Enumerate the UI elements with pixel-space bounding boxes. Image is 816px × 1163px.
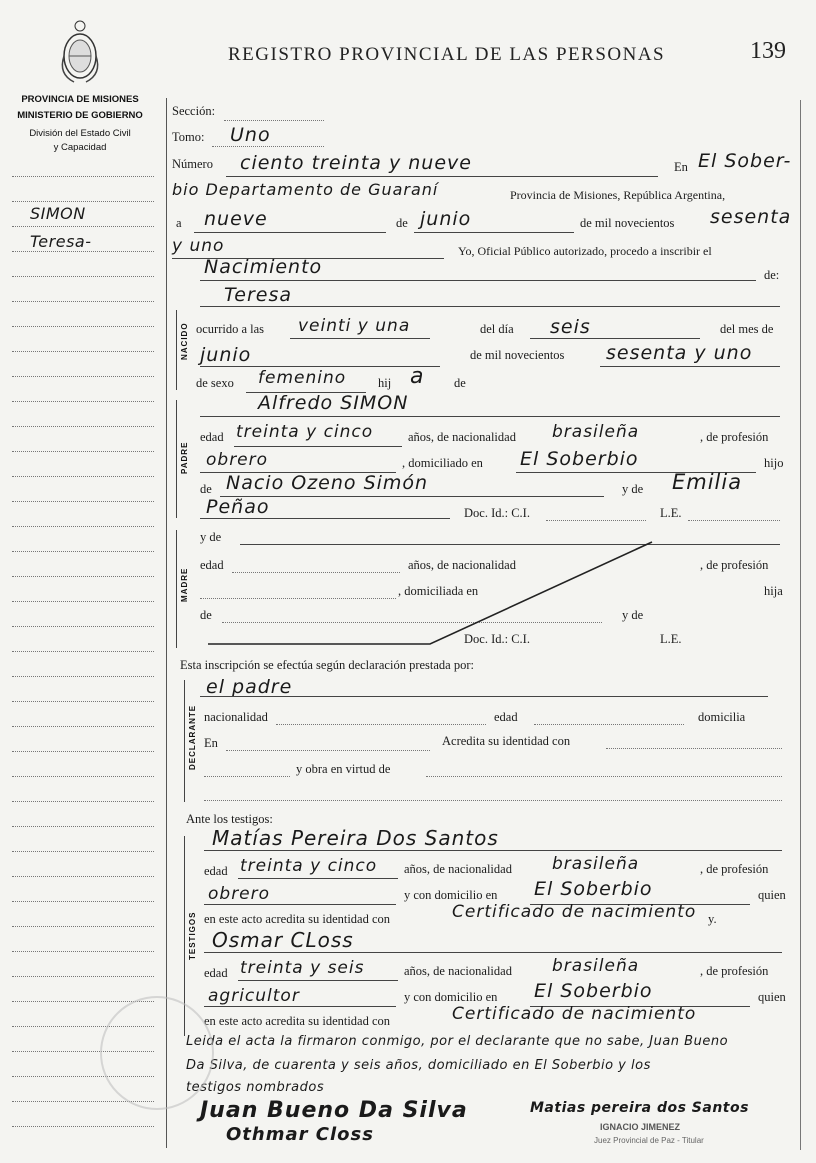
declarante-nac-label: nacionalidad — [204, 710, 268, 724]
margin-rule — [166, 98, 167, 1148]
margin-ruled-line — [12, 926, 154, 927]
padre-madre-2: Peñao — [206, 496, 270, 518]
mes-insc-line — [414, 232, 574, 233]
margin-ruled-line — [12, 876, 154, 877]
testigos-label: TESTIGOS — [188, 911, 197, 960]
declarante-en-label: En — [204, 736, 218, 750]
margin-surname: SIMON — [30, 204, 86, 223]
en-label: En — [674, 160, 688, 174]
declarante-line — [200, 696, 768, 697]
declarante-obra-pre-line — [204, 776, 290, 777]
anio-value: sesenta y uno — [606, 342, 753, 364]
madre-y-de-label: y de — [200, 530, 222, 544]
testigo1-nombre-line — [204, 850, 782, 851]
testigo2-identidad: Certificado de nacimiento — [452, 1004, 697, 1024]
testigo1-domicilio: El Soberbio — [534, 878, 653, 900]
provincia-label: Provincia de Misiones, República Argentina, — [510, 188, 726, 202]
testigo1-y-label: y. — [708, 912, 717, 926]
mes-insc-value: junio — [420, 208, 472, 230]
acto-line — [200, 280, 756, 281]
testigo2-edad: treinta y seis — [240, 958, 365, 978]
registry-title: REGISTRO PROVINCIAL DE LAS PERSONAS — [228, 44, 666, 65]
padre-edad-line — [234, 446, 402, 447]
acto-value: Nacimiento — [204, 256, 323, 278]
testigo1-profesion-line — [204, 904, 396, 905]
madre-cancel-stroke — [200, 536, 660, 648]
margin-ruled-line — [12, 751, 154, 752]
padre-bracket — [176, 400, 177, 518]
testigo1-nombre: Matías Pereira Dos Santos — [212, 826, 499, 850]
margin-ruled-line — [12, 801, 154, 802]
de-label: de — [396, 216, 408, 230]
mil-nov-label: de mil novecientos — [580, 216, 675, 230]
margin-ruled-line — [12, 1126, 154, 1127]
round-seal-stamp — [100, 996, 214, 1110]
numero-value: ciento treinta y nueve — [240, 152, 472, 174]
margin-ruled-line — [12, 576, 154, 577]
mil-nov-label-2: de mil novecientos — [470, 348, 565, 362]
province-line: PROVINCIA DE MISIONES — [21, 94, 139, 105]
padre-doc-label: Doc. Id.: C.I. — [464, 506, 530, 520]
testigo1-edad-line — [238, 878, 398, 879]
padre-y-de-label: y de — [622, 482, 644, 496]
signature-1: Juan Bueno Da Silva — [200, 1098, 468, 1123]
declarante-nombre: el padre — [206, 676, 293, 698]
declarante-domicilia-label: domicilia — [698, 710, 746, 724]
tomo-label: Tomo: — [172, 130, 205, 144]
del-mes-label: del mes de — [720, 322, 774, 336]
margin-ruled-line — [12, 251, 154, 252]
madre-y-de2-label: y de — [622, 608, 644, 622]
testigo2-quien-label: quien — [758, 990, 786, 1004]
ocurrido-label: ocurrido a las — [196, 322, 265, 336]
margin-ruled-line — [12, 201, 154, 202]
testigo2-edad-line — [238, 980, 398, 981]
declarante-obra-line — [426, 776, 782, 777]
division-line: División del Estado Civil — [29, 128, 131, 139]
seccion-line — [224, 120, 324, 121]
sexo-label: de sexo — [196, 376, 234, 390]
madre-domiciliada-label: , domiciliada en — [398, 584, 479, 598]
tomo-value: Uno — [230, 124, 271, 146]
dia-value: seis — [550, 316, 591, 338]
margin-ruled-line — [12, 501, 154, 502]
dia-insc-line — [194, 232, 386, 233]
hij-label: hij — [378, 376, 392, 390]
margin-ruled-line — [12, 276, 154, 277]
note-line-3: testigos nombrados — [186, 1080, 325, 1095]
lugar-value-2: bio Departamento de Guaraní — [172, 180, 439, 199]
margin-ruled-line — [12, 301, 154, 302]
testigo2-edad-label: edad — [204, 966, 228, 980]
margin-ruled-line — [12, 651, 154, 652]
padre-doc-line — [546, 520, 646, 521]
hora-value: veinti y una — [298, 316, 411, 336]
margin-ruled-line — [12, 851, 154, 852]
margin-ruled-line — [12, 226, 154, 227]
testigo1-identidad: Certificado de nacimiento — [452, 902, 697, 922]
testigo1-acredita-label: en este acto acredita su identidad con — [204, 912, 391, 926]
padre-le-label: L.E. — [660, 506, 682, 520]
hora-line — [290, 338, 430, 339]
madre-le-label: L.E. — [660, 632, 682, 646]
padre-nombre: Alfredo SIMON — [258, 392, 409, 414]
padre-de-label: de — [200, 482, 212, 496]
signature-2: Matias pereira dos Santos — [530, 1100, 749, 1116]
margin-ruled-line — [12, 976, 154, 977]
madre-de-label: de — [200, 608, 212, 622]
margin-ruled-line — [12, 451, 154, 452]
margin-ruled-line — [12, 176, 154, 177]
judge-stamp-line-2: Juez Provincial de Paz - Titular — [594, 1136, 704, 1145]
padre-le-line — [688, 520, 780, 521]
mes-line — [200, 366, 440, 367]
padre-madre-1: Emilia — [672, 470, 743, 494]
margin-ruled-line — [12, 776, 154, 777]
madre-label: MADRE — [180, 567, 189, 602]
nombre-line — [200, 306, 780, 307]
margin-ruled-line — [12, 701, 154, 702]
declarante-acredita-line — [606, 748, 782, 749]
nacido-label: NACIDO — [180, 322, 189, 360]
inscripcion-label: Esta inscripción se efectúa según declaración prestada por: — [180, 658, 474, 672]
margin-ruled-line — [12, 351, 154, 352]
margin-ruled-line — [12, 401, 154, 402]
anio-insc-value-1: sesenta — [710, 206, 792, 228]
margin-ruled-line — [12, 826, 154, 827]
padre-label: PADRE — [180, 441, 189, 474]
testigo2-anos-label: años, de nacionalidad — [404, 964, 512, 978]
testigo2-nacionalidad: brasileña — [552, 956, 640, 976]
testigo2-domicilio: El Soberbio — [534, 980, 653, 1002]
testigo1-nacionalidad: brasileña — [552, 854, 640, 874]
testigo1-anos-label: años, de nacionalidad — [404, 862, 512, 876]
margin-ruled-line — [12, 376, 154, 377]
sexo-value: femenino — [258, 368, 347, 388]
testigo1-dom-label: y con domicilio en — [404, 888, 498, 902]
madre-anos-label: años, de nacionalidad — [408, 558, 516, 572]
madre-edad-label: edad — [200, 558, 224, 572]
hijo-label: hijo — [764, 456, 784, 470]
yo-label: Yo, Oficial Público autorizado, procedo a inscribir el — [458, 244, 712, 258]
madre-bracket — [176, 530, 177, 648]
anio-line — [600, 366, 780, 367]
testigo2-nombre: Osmar CLoss — [212, 928, 354, 952]
declarante-edad-label: edad — [494, 710, 518, 724]
margin-ruled-line — [12, 951, 154, 952]
nombre-value: Teresa — [224, 284, 292, 306]
anio-insc-value-2: y uno — [172, 236, 225, 256]
margin-ruled-line — [12, 526, 154, 527]
testigo2-acredita-label: en este acto acredita su identidad con — [204, 1014, 391, 1028]
padre-madre-line — [200, 518, 450, 519]
numero-line — [226, 176, 658, 177]
margin-ruled-line — [12, 726, 154, 727]
margin-ruled-line — [12, 676, 154, 677]
margin-ruled-line — [12, 901, 154, 902]
padre-padre: Nacio Ozeno Simón — [226, 472, 429, 494]
declarante-extra-line — [204, 800, 782, 801]
declarante-edad-line — [534, 724, 684, 725]
testigo1-edad-label: edad — [204, 864, 228, 878]
padre-nombre-line — [200, 416, 780, 417]
testigo2-dom-label: y con domicilio en — [404, 990, 498, 1004]
page-number: 139 — [750, 38, 786, 64]
mes-value: junio — [200, 344, 252, 366]
capacity-line: y Capacidad — [53, 142, 107, 153]
padre-profesion: obrero — [206, 450, 269, 470]
judge-stamp-line-1: IGNACIO JIMENEZ — [600, 1122, 681, 1132]
del-dia-label: del día — [480, 322, 514, 336]
margin-ruled-line — [12, 626, 154, 627]
testigo2-prof-label: , de profesión — [700, 964, 769, 978]
testigo1-profesion: obrero — [208, 884, 271, 904]
margin-given-name: Teresa- — [30, 232, 92, 251]
testigo1-edad: treinta y cinco — [240, 856, 378, 876]
note-line-2: Da Silva, de cuarenta y seis años, domiciliado en El Soberbio y los — [186, 1058, 651, 1073]
testigo2-profesion: agricultor — [208, 986, 300, 1006]
tomo-line — [212, 146, 324, 147]
coat-of-arms-icon — [56, 16, 104, 88]
margin-ruled-line — [12, 551, 154, 552]
padre-edad-label: edad — [200, 430, 224, 444]
ministry-line: MINISTERIO DE GOBIERNO — [17, 110, 143, 121]
testigo2-nombre-line — [204, 952, 782, 953]
declarante-en-line — [226, 750, 430, 751]
declarante-obra-label: y obra en virtud de — [296, 762, 391, 776]
declarante-acredita-label: Acredita su identidad con — [442, 734, 571, 748]
madre-doc-label: Doc. Id.: C.I. — [464, 632, 530, 646]
padre-prof-label: , de profesión — [700, 430, 769, 444]
de2-label: de — [454, 376, 466, 390]
nacido-bracket — [176, 310, 177, 390]
dia-insc-value: nueve — [204, 208, 268, 230]
lugar-value-1: El Sober- — [698, 150, 792, 172]
padre-anos-label: años, de nacionalidad — [408, 430, 516, 444]
testigo1-quien-label: quien — [758, 888, 786, 902]
margin-ruled-line — [12, 476, 154, 477]
padre-padre-line — [220, 496, 604, 497]
page-right-border — [800, 100, 801, 1150]
ante-testigos-label: Ante los testigos: — [186, 812, 273, 826]
margin-ruled-line — [12, 426, 154, 427]
declarante-label: DECLARANTE — [188, 704, 197, 770]
testigo1-prof-label: , de profesión — [700, 862, 769, 876]
de-colon-label: de: — [764, 268, 780, 282]
padre-domicilio: El Soberbio — [520, 448, 639, 470]
seccion-label: Sección: — [172, 104, 216, 118]
hij-suffix-value: a — [410, 364, 425, 389]
margin-ruled-line — [12, 601, 154, 602]
padre-edad: treinta y cinco — [236, 422, 374, 442]
signature-3: Othmar Closs — [226, 1124, 374, 1145]
declarante-nac-line — [276, 724, 486, 725]
note-line-1: Leida el acta la firmaron conmigo, por el declarante que no sabe, Juan Bueno — [186, 1034, 729, 1049]
padre-domiciliado-label: , domiciliado en — [402, 456, 483, 470]
testigo2-profesion-line — [204, 1006, 396, 1007]
margin-ruled-line — [12, 326, 154, 327]
declarante-bracket — [184, 680, 185, 802]
madre-prof-label: , de profesión — [700, 558, 769, 572]
dia-line — [530, 338, 700, 339]
a-label: a — [176, 216, 182, 230]
hija-label: hija — [764, 584, 783, 598]
padre-nacionalidad: brasileña — [552, 422, 640, 442]
numero-label: Número — [172, 157, 213, 171]
